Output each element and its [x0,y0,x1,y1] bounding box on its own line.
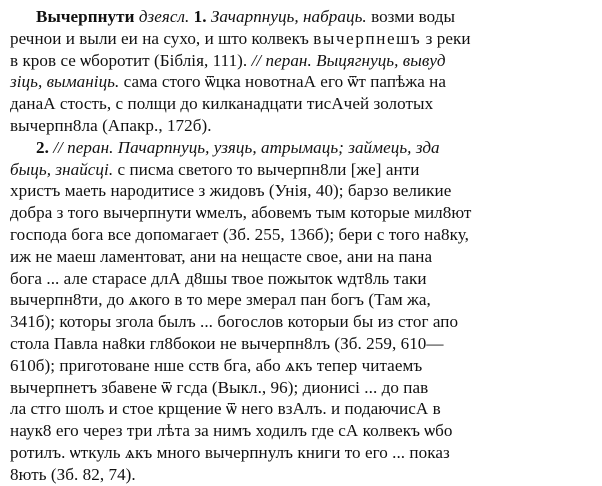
entry-line [10,311,594,333]
entry-line [10,93,594,115]
quotation-text: 8ють (Зб. 82, 74). [10,464,136,484]
quotation-text: иж не маеш ламентоват, ани на нещасте свое, ани на пана [10,246,433,266]
entry-line [10,180,594,202]
entry-line [10,442,594,464]
quotation-text: с писма светого то вычерпн8ли [же] анти [113,159,420,179]
definition: // перан. Пачарпнуць, узяць, атрымаць; займець, зда [53,137,440,157]
entry-line [10,377,594,399]
quotation-text: ла стго шолъ и стое крщение ѿ него взАлъ. и подаючисА в [10,399,441,419]
quotation-text: в кров се ѡборотит (Біблія, 111). [10,50,252,70]
entry-line [10,268,594,290]
quotation-text: 610б); приготоване нше сств бга, або ѧкъ тепер читаемъ [10,355,423,375]
entry-line [10,398,594,420]
quotation-text: вычерпн8ла (Апакр., 172б). [10,115,212,135]
quotation-text: вычерпнетъ збавене ѿ гсда (Выкл., 96); дионисі ... до пав [10,377,429,397]
entry-line [10,464,594,486]
quotation-text: ротилъ. ѡткуль ѧкъ много вычерпнулъ книги то его ... показ [10,442,450,462]
quotation-text: стола Павла на8ки гл8бокои не вычерпн8лъ (Зб. 259, 610— [10,333,444,353]
quotation-text: 341б); которы зголa былъ ... богослов которыи бы из стог апо [10,312,459,332]
entry-line [10,28,594,50]
quotation-text: вычерпн8ти, до ѧкого в то мере змерал пан богъ (Там жа, [10,290,431,310]
quotation-text: возми воды [366,7,456,26]
entry-line [10,224,594,246]
sense-number: 2. [36,137,49,157]
entry-line [10,246,594,268]
quotation-text: христъ маеть народитисе з жидовъ (Унія, 40); барзо великие [10,181,452,201]
dictionary-entry [10,6,594,486]
quotation-text: господа бога все допомагает (Зб. 255, 136б); бери с того на8ку, [10,224,469,244]
quotation-text: з реки [421,28,471,48]
quotation-text: вычерпнешъ [313,28,422,48]
entry-line [10,159,594,181]
entry-line [10,115,594,137]
entry-line [10,71,594,93]
definition: // перан. Выцягнуць, вывуд [251,50,446,70]
entry-line [10,289,594,311]
entry-line [10,6,594,28]
entry-line [10,137,594,159]
entry-line [10,202,594,224]
definition: зіць, выманіць. [10,72,120,92]
sense-number: 1. [193,7,207,26]
quotation-text: добра з того вычерпнути ѡмелъ, абовемъ тым которые мил8ют [10,203,472,223]
definition: Зачарпнуць, набраць. [210,7,367,26]
definition: быць, знайсці. [10,159,114,179]
part-of-speech: дзеясл. [138,7,190,26]
entry-line [10,50,594,72]
quotation-text: речнои и выли еи на сухо, и што колвекъ [10,28,314,48]
quotation-text: сама стого ѿцка новотнаА его ѿт папѣжа на [119,72,447,92]
entry-line [10,420,594,442]
headword: Вычерпнути [36,7,135,26]
entry-line [10,355,594,377]
quotation-text: наук8 его через три лѣта за нимъ ходилъ где сА колвекъ ѡбо [10,421,453,441]
quotation-text: данаА стость, с полщи до килканадцати тисАчей золотых [10,94,434,114]
quotation-text: бога ... але старасе длА д8шы твое пожыток ѡдт8ль таки [10,268,427,288]
entry-line [10,333,594,355]
